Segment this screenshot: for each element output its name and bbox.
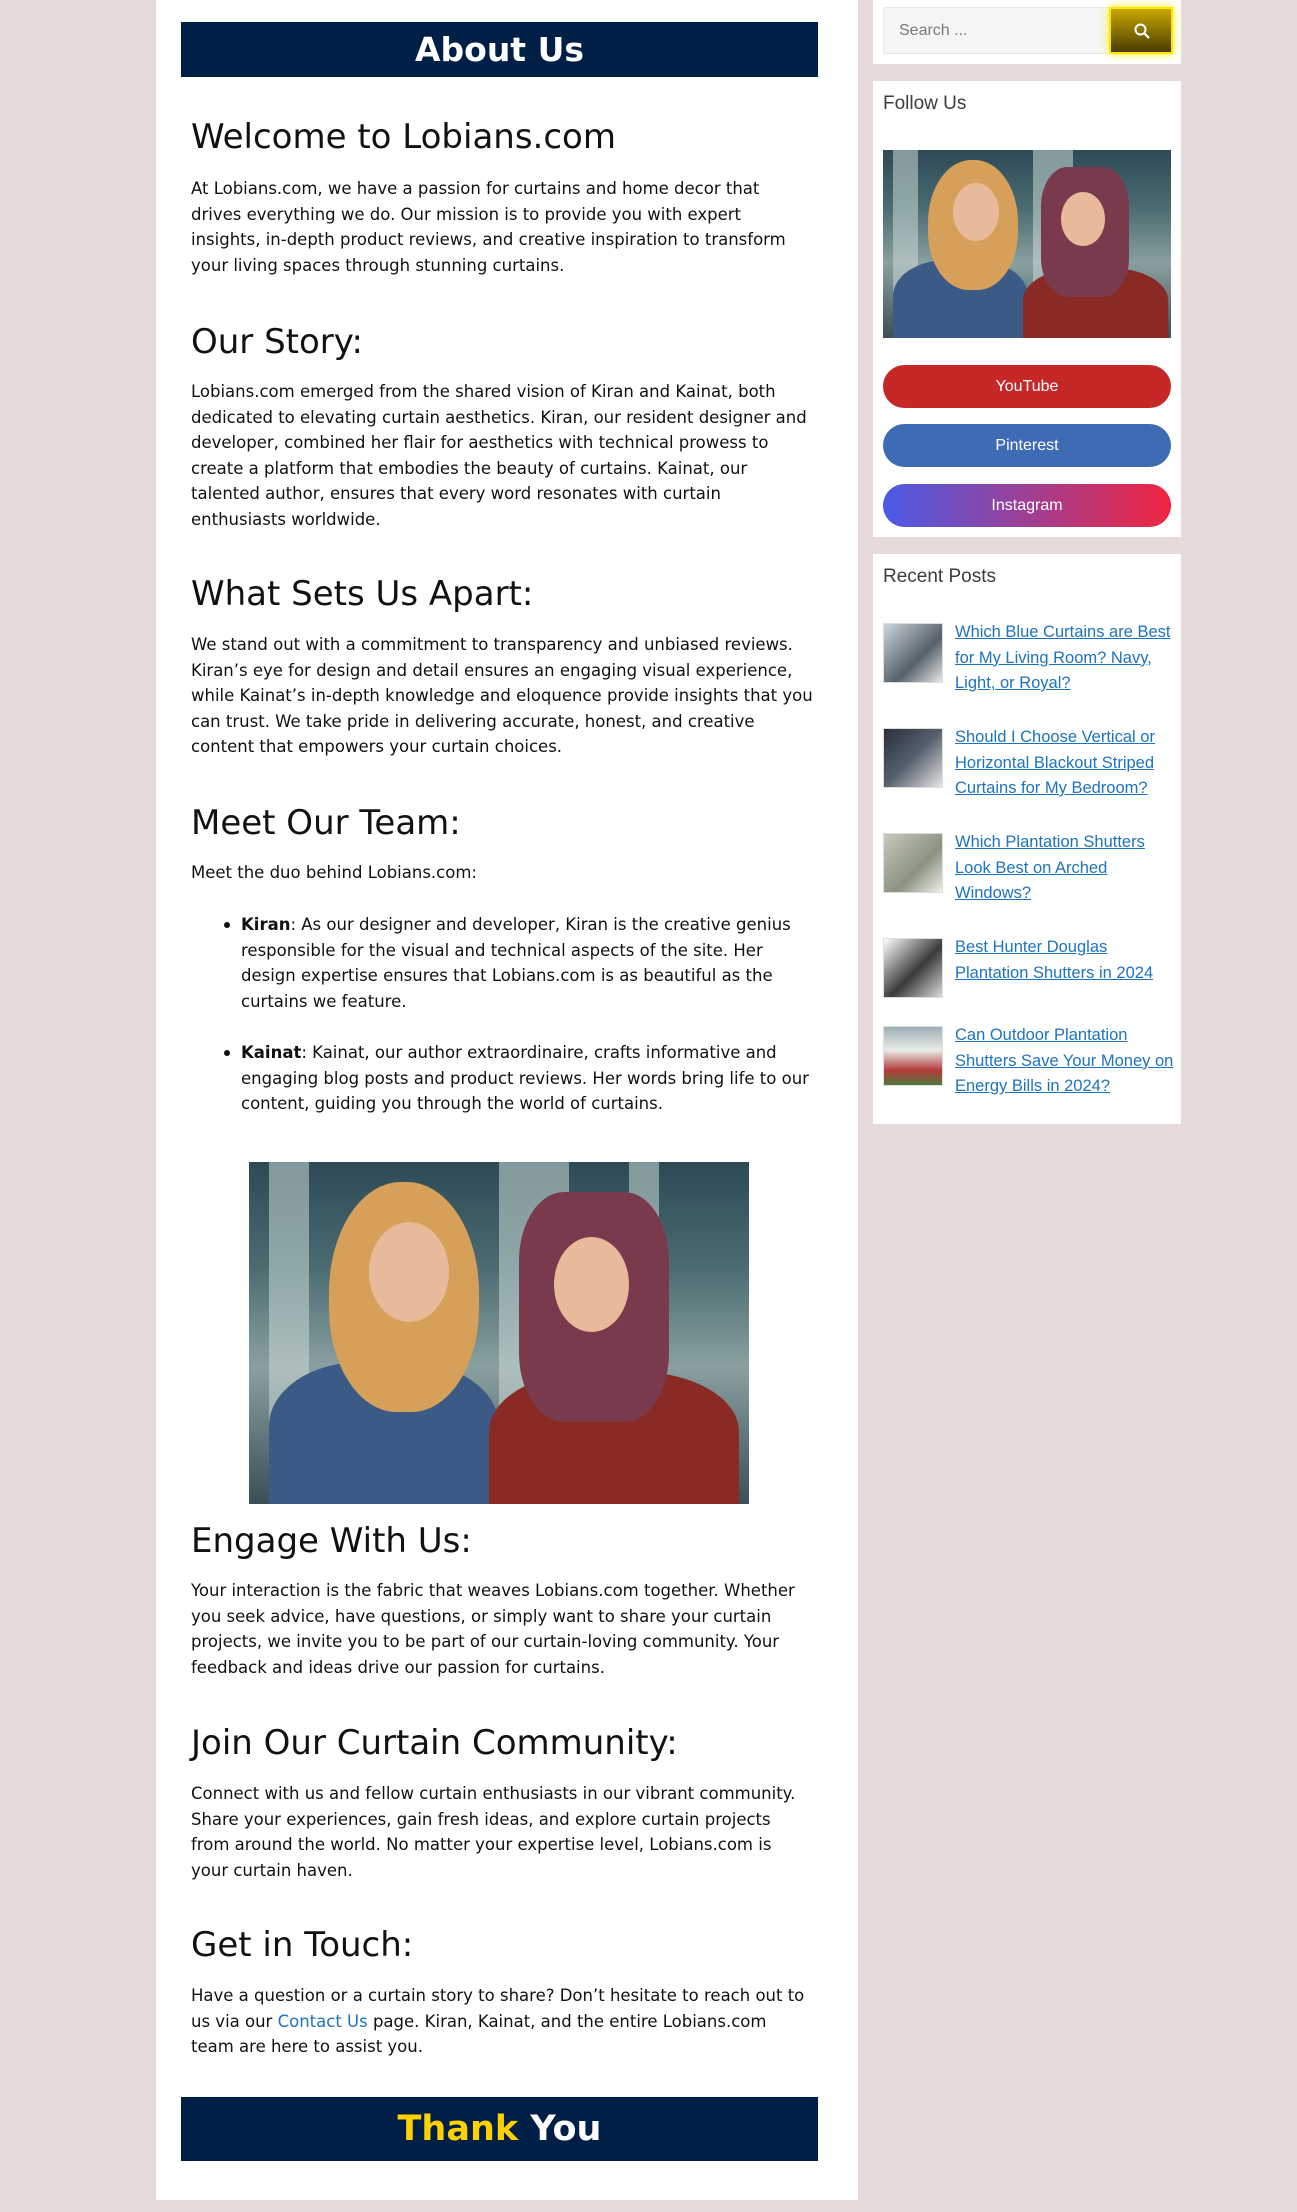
- section-text-join: Connect with us and fellow curtain enthusiasts in our vibrant community. Share your experiences, gain fresh ideas, and explore curtain projects from around the world. No matter your expertise level, Lobians.com is your curtain haven.: [191, 1784, 796, 1880]
- recent-posts-title: Recent Posts: [883, 566, 996, 587]
- contact-us-link[interactable]: Contact Us: [277, 2011, 368, 2031]
- search-widget: [873, 0, 1181, 64]
- thank-you-banner: [181, 2097, 818, 2161]
- team-member-desc: : Kainat, our author extraordinaire, crafts informative and engaging blog posts and product reviews. Her words bring life to our content, guiding you through the world of curtains.: [241, 1043, 809, 1113]
- search-icon: [1134, 23, 1150, 39]
- post-link[interactable]: Which Plantation Shutters Look Best on Arched Windows?: [955, 833, 1145, 902]
- section-heading-contact: Get in Touch:: [191, 1925, 414, 1965]
- follow-us-widget: [873, 81, 1181, 537]
- main-content: [156, 0, 858, 2200]
- section-text-contact: Have a question or a curtain story to share? Don’t hesitate to reach out to us via our Contact Us page. Kiran, Kainat, and the entire Lobians.com team are here to assist you.: [191, 1986, 805, 2056]
- post-link[interactable]: Best Hunter Douglas Plantation Shutters in 2024: [955, 938, 1154, 982]
- youtube-button[interactable]: YouTube: [883, 365, 1171, 408]
- search-button[interactable]: [1109, 7, 1173, 54]
- section-heading-welcome: Welcome to Lobians.com: [191, 117, 616, 157]
- team-member-kiran: [241, 912, 811, 1014]
- team-member-name: Kiran: [241, 915, 291, 934]
- team-photo: [249, 1162, 749, 1504]
- section-heading-apart: What Sets Us Apart:: [191, 574, 534, 614]
- team-member-name: Kainat: [241, 1043, 302, 1062]
- instagram-button[interactable]: Instagram: [883, 484, 1171, 527]
- post-link[interactable]: Should I Choose Vertical or Horizontal Blackout Striped Curtains for My Bedroom?: [955, 728, 1155, 797]
- section-text-engage: Your interaction is the fabric that weaves Lobians.com together. Whether you seek advice, have questions, or simply want to share your curtain projects, we invite you to be part of our curtain-loving community. Your feedback and ideas drive our passion for curtains.: [191, 1581, 795, 1677]
- post-link[interactable]: Which Blue Curtains are Best for My Living Room? Navy, Light, or Royal?: [955, 623, 1171, 692]
- section-heading-join: Join Our Curtain Community:: [191, 1723, 678, 1763]
- post-link[interactable]: Can Outdoor Plantation Shutters Save Your Money on Energy Bills in 2024?: [955, 1026, 1174, 1095]
- post-thumbnail[interactable]: [883, 1026, 943, 1086]
- post-thumbnail[interactable]: [883, 833, 943, 893]
- section-heading-story: Our Story:: [191, 322, 363, 362]
- follow-us-title: Follow Us: [883, 93, 967, 114]
- pinterest-button[interactable]: Pinterest: [883, 424, 1171, 467]
- section-heading-team: Meet Our Team:: [191, 803, 461, 843]
- section-heading-engage: Engage With Us:: [191, 1521, 472, 1561]
- section-text-apart: We stand out with a commitment to transparency and unbiased reviews. Kiran’s eye for design and detail ensures an engaging visual experience, while Kainat’s in-depth knowledge and eloquence provide insights that you can trust. We take pride in delivering accurate, honest, and creative content that empowers your curtain choices.: [191, 635, 813, 756]
- post-thumbnail[interactable]: [883, 623, 943, 683]
- about-us-banner: About Us: [181, 22, 818, 77]
- follow-us-photo: [883, 150, 1171, 338]
- team-list: [241, 912, 811, 1143]
- search-input[interactable]: Search ...: [883, 7, 1111, 54]
- team-member-desc: : As our designer and developer, Kiran is the creative genius responsible for the visual and technical aspects of the site. Her design expertise ensures that Lobians.com is as beautiful as the curtains we feature.: [241, 915, 791, 1011]
- thank-word: Thank: [397, 2109, 519, 2149]
- recent-posts-widget: [873, 554, 1181, 1124]
- post-thumbnail[interactable]: [883, 728, 943, 788]
- section-text-team: Meet the duo behind Lobians.com:: [191, 863, 477, 882]
- section-text-welcome: At Lobians.com, we have a passion for curtains and home decor that drives everything we do. Our mission is to provide you with expert insights, in-depth product reviews, and creative inspiration to transform your living spaces through stunning curtains.: [191, 179, 786, 275]
- you-word: You: [518, 2109, 602, 2149]
- post-thumbnail[interactable]: [883, 938, 943, 998]
- section-text-story: Lobians.com emerged from the shared vision of Kiran and Kainat, both dedicated to elevating curtain aesthetics. Kiran, our resident designer and developer, combined her flair for aesthetics with technical prowess to create a platform that embodies the beauty of curtains. Kainat, our talented author, ensures that every word resonates with curtain enthusiasts worldwide.: [191, 382, 807, 529]
- team-member-kainat: [241, 1040, 811, 1117]
